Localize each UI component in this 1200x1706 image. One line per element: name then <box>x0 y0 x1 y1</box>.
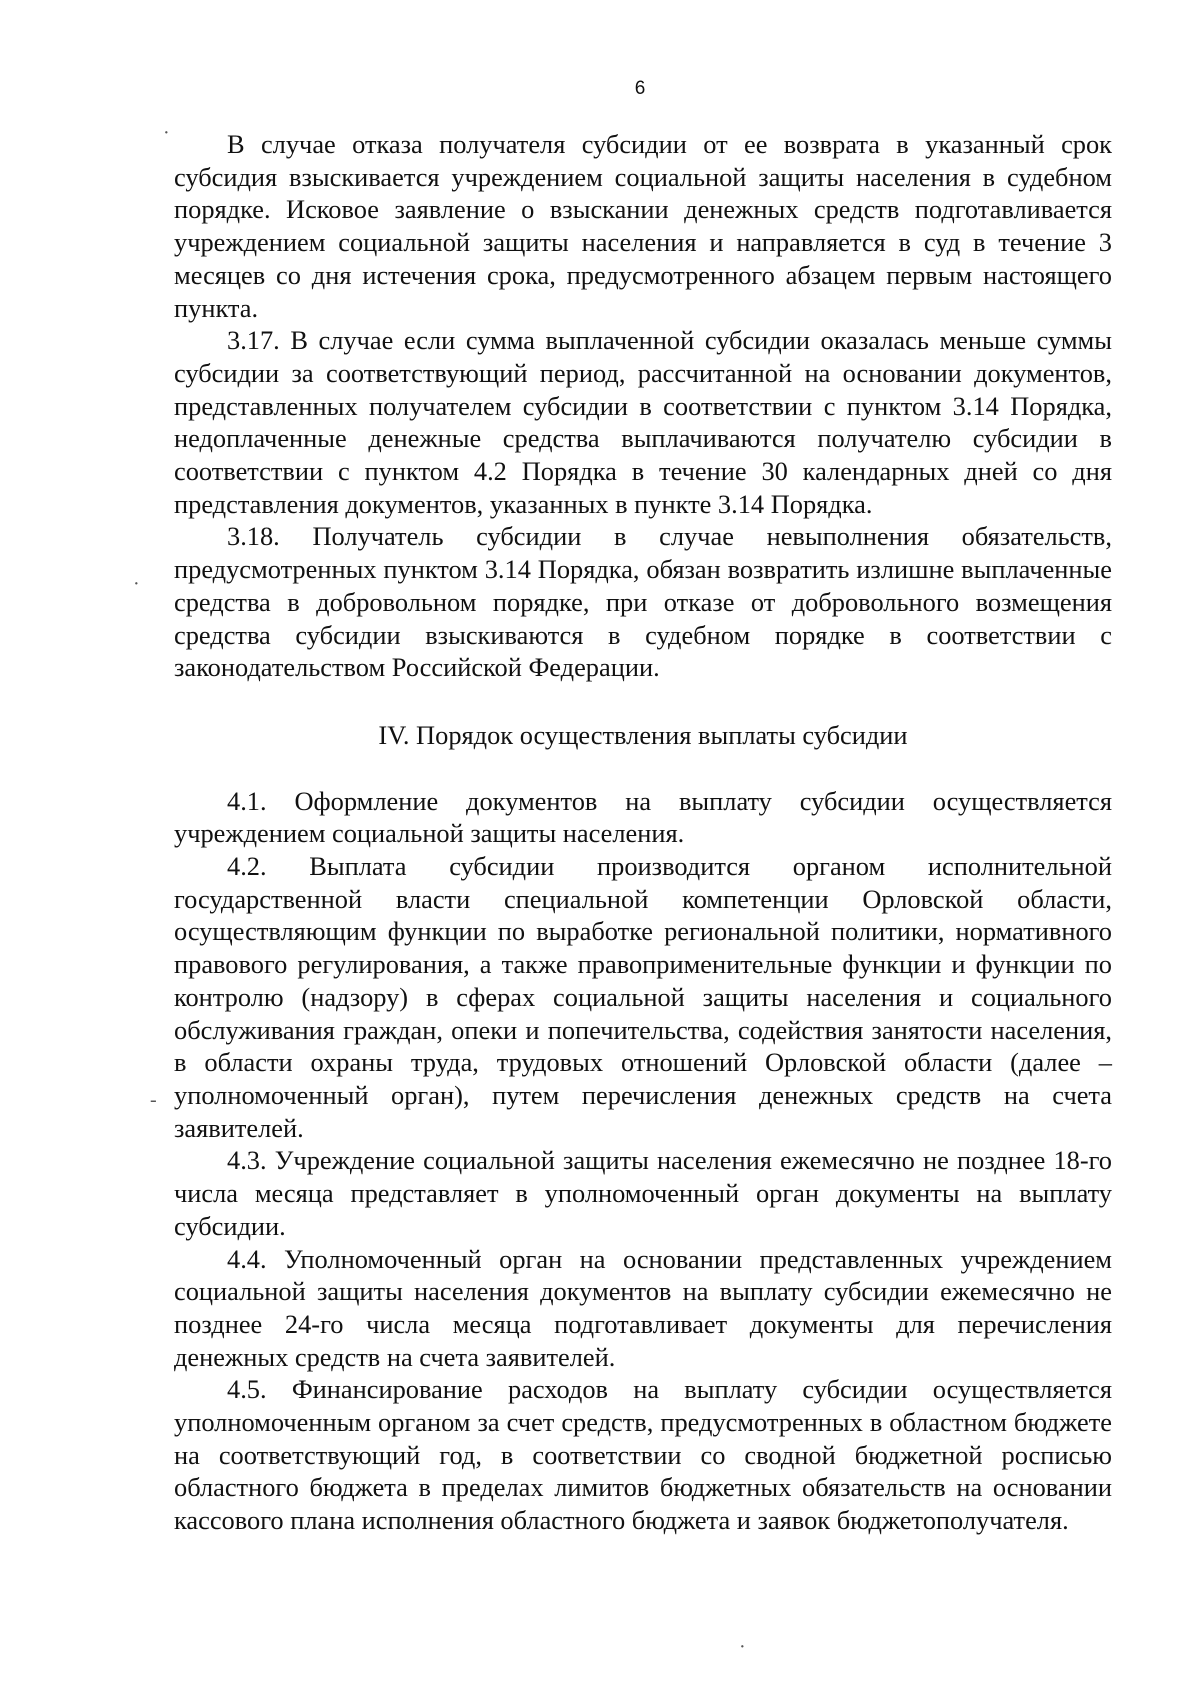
paragraph-3-18: 3.18. Получатель субсидии в случае невыполнения обязательств, предусмотренных пунктом 3.14 Порядка, обязан возвратить излишне выплаченные средства в добровольном порядке, при отказе от добровольного возмещения средства субсидии взыскиваются в судебном порядке в соответствии с законодательством Российской Федерации. <box>174 521 1112 683</box>
scan-mark: · <box>163 122 170 144</box>
scan-mark: - <box>150 1089 157 1111</box>
paragraph-4-1: 4.1. Оформление документов на выплату субсидии осуществляется учреждением социальной защиты населения. <box>174 785 1112 849</box>
page-number: 6 <box>634 78 646 99</box>
paragraph-4-3: 4.3. Учреждение социальной защиты населения ежемесячно не позднее 18-го числа месяца представляет в уполномоченный орган документы на выплату субсидии. <box>174 1145 1112 1241</box>
document-body <box>174 128 1112 1537</box>
paragraph-3-17: 3.17. В случае если сумма выплаченной субсидии оказалась меньше суммы субсидии за соответствующий период, рассчитанной на основании документов, представленных получателем субсидии в соответствии с пунктом 3.14 Порядка, недоплаченные денежные средства выплачиваются получателю субсидии в соответствии с пунктом 4.2 Порядка в течение 30 календарных дней со дня представления документов, указанных в пункте 3.14 Порядка. <box>174 325 1112 519</box>
scan-mark: · <box>739 1636 746 1658</box>
scan-mark: · <box>133 573 140 595</box>
paragraph-refusal-return: В случае отказа получателя субсидии от ее возврата в указанный срок субсидия взыскивается учреждением социальной защиты населения в судебном порядке. Исковое заявление о взыскании денежных средств подготавливается учреждением социальной защиты населения и направляется в суд в течение 3 месяцев со дня истечения срока, предусмотренного абзацем первым настоящего пункта. <box>174 129 1112 323</box>
paragraph-4-4: 4.4. Уполномоченный орган на основании представленных учреждением социальной защиты населения документов на выплату субсидии ежемесячно не позднее 24-го числа месяца подготавливает документы для перечисления денежных средств на счета заявителей. <box>174 1243 1112 1372</box>
paragraph-4-5: 4.5. Финансирование расходов на выплату субсидии осуществляется уполномоченным органом за счет средств, предусмотренных в областном бюджете на соответствующий год, в соответствии со сводной бюджетной росписью областного бюджета в пределах лимитов бюджетных обязательств на основании кассового плана исполнения областного бюджета и заявок бюджетополучателя. <box>174 1374 1112 1536</box>
paragraph-4-2: 4.2. Выплата субсидии производится органом исполнительной государственной власти специальной компетенции Орловской области, осуществляющим функции по выработке региональной политики, нормативного правового регулирования, а также правоприменительные функции и функции по контролю (надзору) в сферах социальной защиты населения и социального обслуживания граждан, опеки и попечительства, содействия занятости населения, в области охраны труда, трудовых отношений Орловской области (далее – уполномоченный орган), путем перечисления денежных средств на счета заявителей. <box>174 851 1112 1143</box>
section-heading: IV. Порядок осуществления выплаты субсидии <box>378 719 908 750</box>
